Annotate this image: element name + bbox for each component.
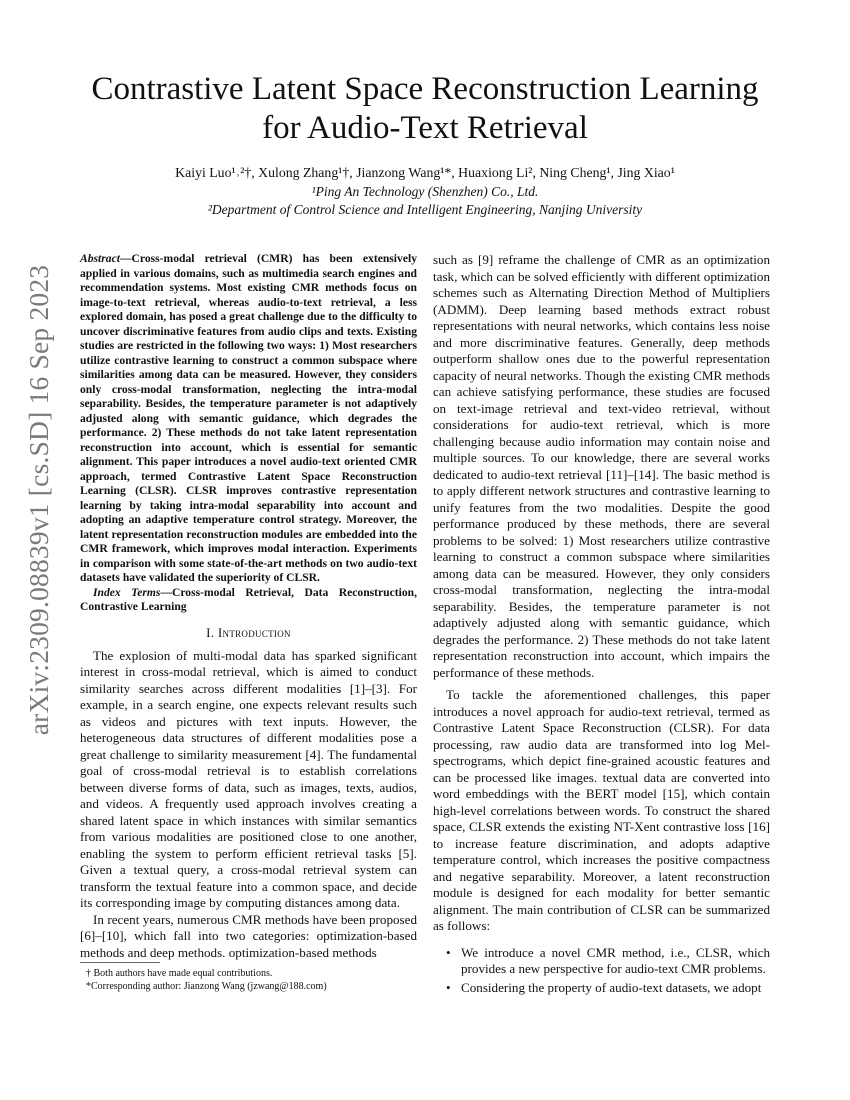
abstract-label: Abstract bbox=[80, 252, 120, 265]
right-column bbox=[433, 252, 770, 998]
abstract-text: —Cross-modal retrieval (CMR) has been extensively applied in various domains, such as multimedia search engines and recommendation systems. Most existing CMR methods focus on image-to-text retrieval, whereas audio-to-text retrieval, a less explored domain, has posed a great challenge due to the difficulty to uncover discriminative features from audio clips and texts. Existing studies are restricted in the following two ways: 1) Most researchers utilize contrastive learning to construct a common subspace where similarities among data can be measured. However, they considers only cross-modal transformation, neglecting the intra-modal separability. Besides, the temperature parameter is not adaptively adjusted along with semantic guidance, which degrades the performance. 2) These methods do not take latent representation reconstruction into account, which is essential for semantic alignment. This paper introduces a novel audio-text oriented CMR approach, termed Contrastive Latent Space Reconstruction Learning (CLSR). CLSR improves contrastive representation learning by taking intra-modal separability into account and adopting an adaptive temperature control strategy. Moreover, the latent representation reconstruction modules are embedded into the CMR framework, which improves modal interaction. Experiments in comparison with some state-of-the-art methods on two audio-text datasets have validated the superiority of CLSR. bbox=[80, 252, 417, 584]
arxiv-sidebar bbox=[0, 264, 79, 736]
intro-paragraph-2-continued: such as [9] reframe the challenge of CMR as an optimization task, which can be solved efficiently with different optimization schemes such as Alternating Direction Method of Multipliers (ADMM). Deep learning based methods extract robust representations with neural networks, which contains less noise and more discriminative features. Generally, deep methods outperform shallow ones due to the powerful representation capacity of neural networks. Though the existing CMR methods can achieve satisfying performance, these studies are focused on text-image retrieval and text-video retrieval, without considerations for audio-text retrieval, which is more challenging because audio information may contain noise and multiple sources. To our knowledge, there are several works dedicated to audio-text retrieval [11]–[14]. The basic method is to apply different network structures and contrastive learning to unify features from the two modalities. Despite the good performance produced by these methods, there are several problems to be solved: 1) Most researchers utilize contrastive learning to construct a common subspace where similarities among data can be measured. However, they only considers cross-modal transformation, neglecting the intra-modal separability. Besides, the temperature parameter is not adaptively adjusted along with semantic guidance, which degrades the performance. 2) These methods do not take latent representation reconstruction into account, which impairs the performance of these methods. bbox=[433, 252, 770, 680]
bullet-icon: • bbox=[446, 944, 451, 960]
footnote-equal-contribution: † Both authors have made equal contributions. bbox=[86, 968, 273, 979]
index-terms-label: Index Terms bbox=[93, 585, 161, 599]
footnotes bbox=[80, 967, 417, 993]
abstract bbox=[80, 252, 417, 586]
section-title: Introduction bbox=[217, 624, 291, 640]
title-line-2: for Audio-Text Retrieval bbox=[262, 110, 588, 146]
contribution-list bbox=[433, 945, 770, 997]
contribution-item bbox=[433, 945, 770, 978]
left-column bbox=[80, 252, 417, 961]
index-terms-text: —Cross-modal Retrieval, Data Reconstruction, Contrastive Learning bbox=[80, 585, 417, 613]
contribution-item bbox=[433, 980, 770, 997]
paper-title bbox=[0, 70, 850, 148]
index-terms bbox=[80, 586, 417, 615]
arxiv-identifier: arXiv:2309.08839v1 [cs.SD] 16 Sep 2023 bbox=[23, 264, 54, 736]
footnote-rule bbox=[80, 962, 160, 963]
bullet-icon: • bbox=[446, 979, 451, 995]
section-heading bbox=[80, 625, 417, 641]
intro-paragraph-1: The explosion of multi-modal data has sparked significant interest in cross-modal retrieval, which is aimed to conduct similarity searches across different modalities [1]–[3]. For example, in a search engine, one expects relevant results such as videos and pictures with text inputs. However, the heterogeneous data structures of different modalities pose a great challenge to similarity measurement [4]. The fundamental goal of cross-modal retrieval is to establish correlations between diverse forms of data, such as images, texts, audios, and videos. A frequently used approach involves creating a shared latent space in which instances with similar semantics from various modalities are positioned close to one another, enabling the system to perform efficient retrieval tasks [5]. Given a textual query, a cross-modal retrieval system can transform the textual feature into a common space, and decide its corresponding image by computing distances among data. bbox=[80, 647, 417, 910]
footnote-corresponding-author: *Corresponding author: Jianzong Wang (jzwang@188.com) bbox=[86, 981, 327, 992]
contribution-text: Considering the property of audio-text datasets, we adopt bbox=[461, 979, 762, 995]
title-line-1: Contrastive Latent Space Reconstruction Learning bbox=[91, 71, 759, 107]
intro-paragraph-2: In recent years, numerous CMR methods have been proposed [6]–[10], which fall into two categories: optimization-based methods and deep methods. optimization-based methods bbox=[80, 911, 417, 960]
contribution-text: We introduce a novel CMR method, i.e., CLSR, which provides a new perspective for audio-text CMR problems. bbox=[461, 944, 770, 976]
section-number: I. bbox=[206, 624, 215, 640]
intro-paragraph-3: To tackle the aforementioned challenges, this paper introduces a novel approach for audio-text retrieval, termed as Contrastive Latent Space Reconstruction (CLSR). For data processing, raw audio data are transformed into log Mel-spectrograms, which depict fine-grained acoustic features and can be processed like images. textual data are converted into word embeddings with the BERT model [15], which contain high-level correlations between words. To construct the shared space, CLSR extends the existing NT-Xent contrastive loss [16] to increase feature discrimination, and adopts adaptive temperature control, which increases the positive compactness and negative separability. Moreover, a latent reconstruction module is designed for each modality for better semantic alignment. The main contribution of CLSR can be summarized as follows: bbox=[433, 687, 770, 933]
affiliation-2: ²Department of Control Science and Intelligent Engineering, Nanjing University bbox=[207, 202, 643, 217]
affiliation-1: ¹Ping An Technology (Shenzhen) Co., Ltd. bbox=[311, 184, 539, 199]
author-list: Kaiyi Luo¹˒²†, Xulong Zhang¹†, Jianzong Wang¹*, Huaxiong Li², Ning Cheng¹, Jing Xiao¹ bbox=[175, 165, 675, 180]
